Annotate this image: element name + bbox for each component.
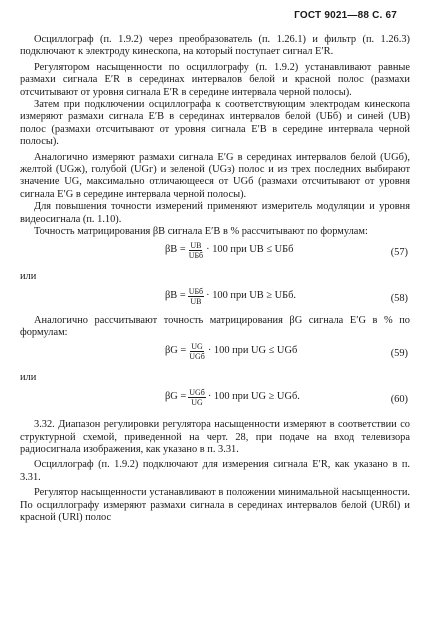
- formula-lhs: βG =: [165, 345, 187, 357]
- formula-number: (60): [390, 394, 408, 406]
- formula-number: (59): [390, 347, 408, 359]
- formula-rest: · 100 при UG ≤ UGб: [207, 345, 298, 357]
- paragraph-7: Аналогично рассчитывают точность матрицирования βG сигнала E′G в % по формулам:: [20, 314, 410, 339]
- page-content: [20, 34, 410, 524]
- fraction-denominator: UB: [190, 296, 202, 306]
- paragraph-9: Осциллограф (п. 1.9.2) подключают для измерения сигнала E′R, как указано в п. 3.31.: [20, 459, 410, 483]
- formula-rest: · 100 при UG ≥ UGб.: [207, 391, 300, 403]
- page-header: ГОСТ 9021—88 С. 67: [294, 10, 397, 21]
- formula-58: [20, 285, 410, 315]
- or-text: или: [20, 371, 37, 383]
- fraction-numerator: UGб: [189, 388, 205, 398]
- formula-rest: · 100 при UB ≤ UБб: [206, 243, 294, 255]
- paragraph-3: Затем при подключении осциллографа к соответствующим электродам кинескопа измеряют размахи сигнала E′B в серединах интервалов белой (UБб) и синей (UB) полос (размахи отсчитывают от уровня сигнала E′B в середине интервала черной полосы).: [20, 99, 410, 148]
- formula-lhs: βG =: [165, 391, 187, 403]
- or-text: или: [20, 270, 37, 282]
- formula-lhs: βB =: [165, 243, 186, 255]
- formula-fraction: [188, 241, 204, 260]
- fraction-denominator: UБб: [188, 250, 204, 260]
- fraction-denominator: UG: [191, 398, 203, 408]
- fraction-numerator: UB: [190, 240, 202, 250]
- formula-number: (58): [390, 292, 408, 304]
- formula-number: (57): [390, 246, 408, 258]
- fraction-denominator: UGб: [189, 351, 205, 361]
- paragraph-5: Для повышения точности измерений применяют измеритель модуляции и уровня видеосигнала (п. 1.10).: [20, 201, 410, 225]
- formula-60: [20, 386, 410, 416]
- formula-lhs: βB =: [165, 290, 186, 302]
- formula-fraction: [188, 342, 206, 361]
- formula-rest: · 100 при UB ≥ UБб.: [206, 290, 296, 302]
- paragraph-1: Осциллограф (п. 1.9.2) через преобразователь (п. 1.26.1) и фильтр (п. 1.26.3) подключают к электроду кинескопа, на который поступает сигнал E′R.: [20, 34, 410, 58]
- paragraph-2: Регулятором насыщенности по осциллографу (п. 1.9.2) устанавливают равные размахи сигнала E′R в серединах интервалов белой и красной полос (размахи отсчитывают от уровня сигнала E′R в середине интервала черной полосы).: [20, 61, 410, 98]
- formula-fraction: [188, 388, 206, 407]
- paragraph-4: Аналогично измеряют размахи сигнала E′G в серединах интервалов белой (UGб), желтой (UGж), голубой (UGг) и зеленой (UGз) полос и из трех последних выбирают значение UG, максимально отличающееся от UGб (размахи отсчитывают от уровня сигнала E′G в середине интервала черной полосы).: [20, 151, 410, 200]
- formula-fraction: [188, 287, 204, 306]
- formula-57: [20, 239, 410, 269]
- fraction-numerator: UБб: [188, 286, 204, 296]
- paragraph-6: Точность матрицирования βB сигнала E′B в % рассчитывают по формулам:: [34, 226, 368, 238]
- paragraph-10: Регулятор насыщенности устанавливают в положении минимальной насыщенности. По осциллографу измеряют размахи сигнала в серединах интервалов белой (URбl) и красной (URl) полос: [20, 487, 410, 523]
- paragraph-8: 3.32. Диапазон регулировки регулятора насыщенности измеряют в соответствии со структурной схемой, приведенной на черт. 28, при подаче на вход телевизора радиосигнала изображения, как указано в п. 3.31.: [20, 419, 410, 455]
- formula-59: [20, 340, 410, 370]
- fraction-numerator: UG: [191, 341, 203, 351]
